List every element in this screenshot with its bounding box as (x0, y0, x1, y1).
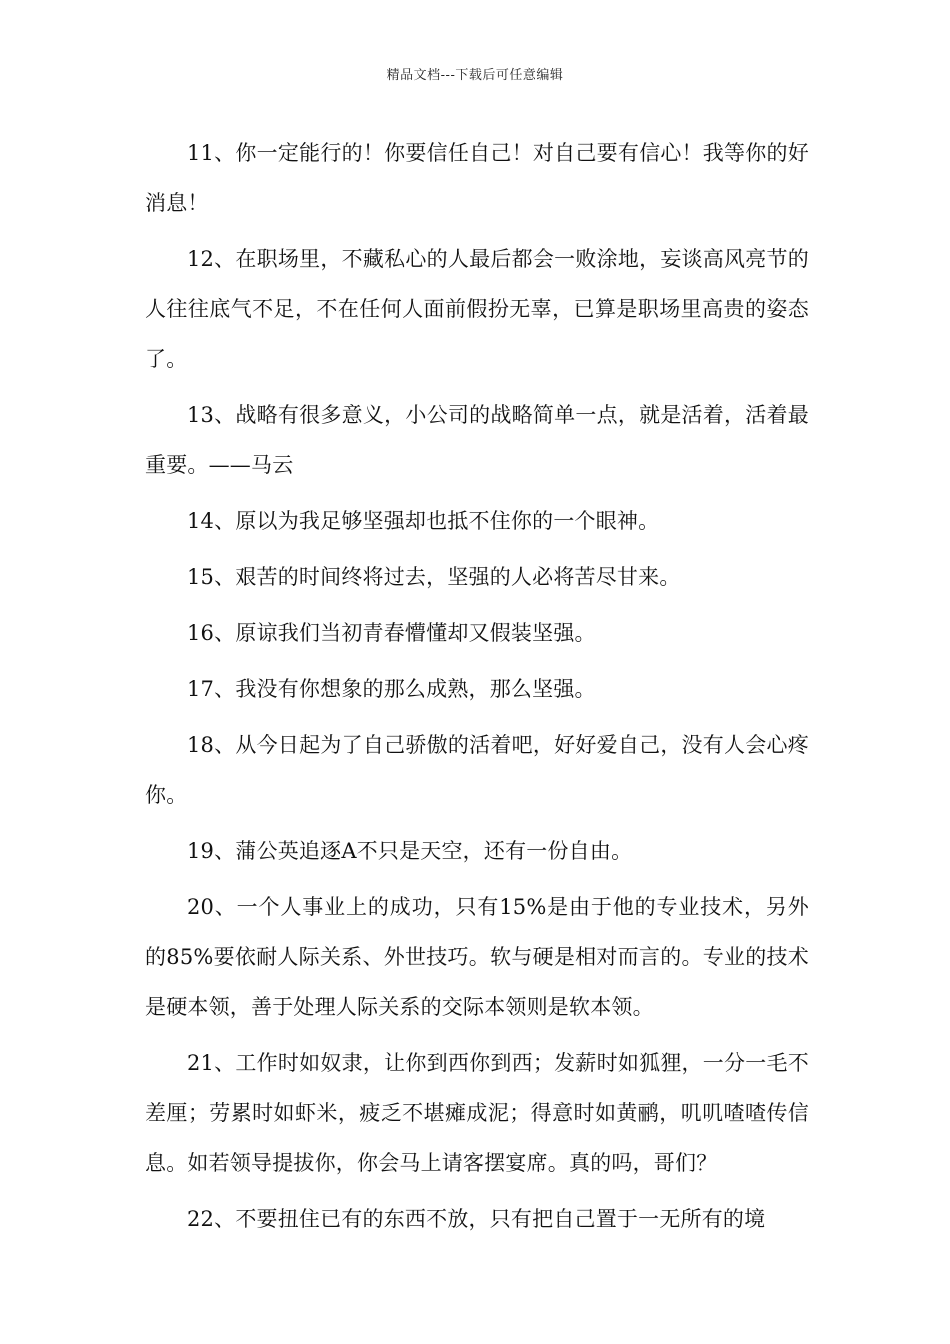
paragraph-15: 15、艰苦的时间终将过去，坚强的人必将苦尽甘来。 (187, 565, 681, 589)
paragraph-11: 11、你一定能行的！你要信任自己！对自己要有信心！我等你的好消息！ (145, 141, 809, 215)
paragraph-17: 17、我没有你想象的那么成熟，那么坚强。 (187, 677, 596, 701)
paragraph-20: 20、一个人事业上的成功，只有15%是由于他的专业技术，另外的85%要依耐人际关系、外世技巧。软与硬是相对而言的。专业的技术是硬本领，善于处理人际关系的交际本领则是软本领。 (145, 895, 809, 1019)
paragraph-19: 19、蒲公英追逐A不只是天空，还有一份自由。 (187, 839, 633, 863)
page-header: 精品文档---下载后可任意编辑 (386, 68, 564, 83)
paragraph-21: 21、工作时如奴隶，让你到西你到西；发薪时如狐狸，一分一毛不差厘；劳累时如虾米，疲乏不堪瘫成泥；得意时如黄鹂，叽叽喳喳传信息。如若领导提拔你，你会马上请客摆宴席。真的吗，哥们？ (145, 1051, 809, 1175)
paragraph-16: 16、原谅我们当初青春懵懂却又假装坚强。 (187, 621, 596, 645)
document-body (145, 128, 809, 1250)
paragraph-13: 13、战略有很多意义，小公司的战略简单一点，就是活着，活着最重要。——马云 (145, 403, 809, 477)
paragraph-18: 18、从今日起为了自己骄傲的活着吧，好好爱自己，没有人会心疼你。 (145, 733, 809, 807)
paragraph-14: 14、原以为我足够坚强却也抵不住你的一个眼神。 (187, 509, 660, 533)
paragraph-12: 12、在职场里，不藏私心的人最后都会一败涂地，妄谈高风亮节的人往往底气不足，不在任何人面前假扮无辜，已算是职场里高贵的姿态了。 (145, 247, 809, 371)
paragraph-22: 22、不要扭住已有的东西不放，只有把自己置于一无所有的境 (187, 1207, 766, 1231)
